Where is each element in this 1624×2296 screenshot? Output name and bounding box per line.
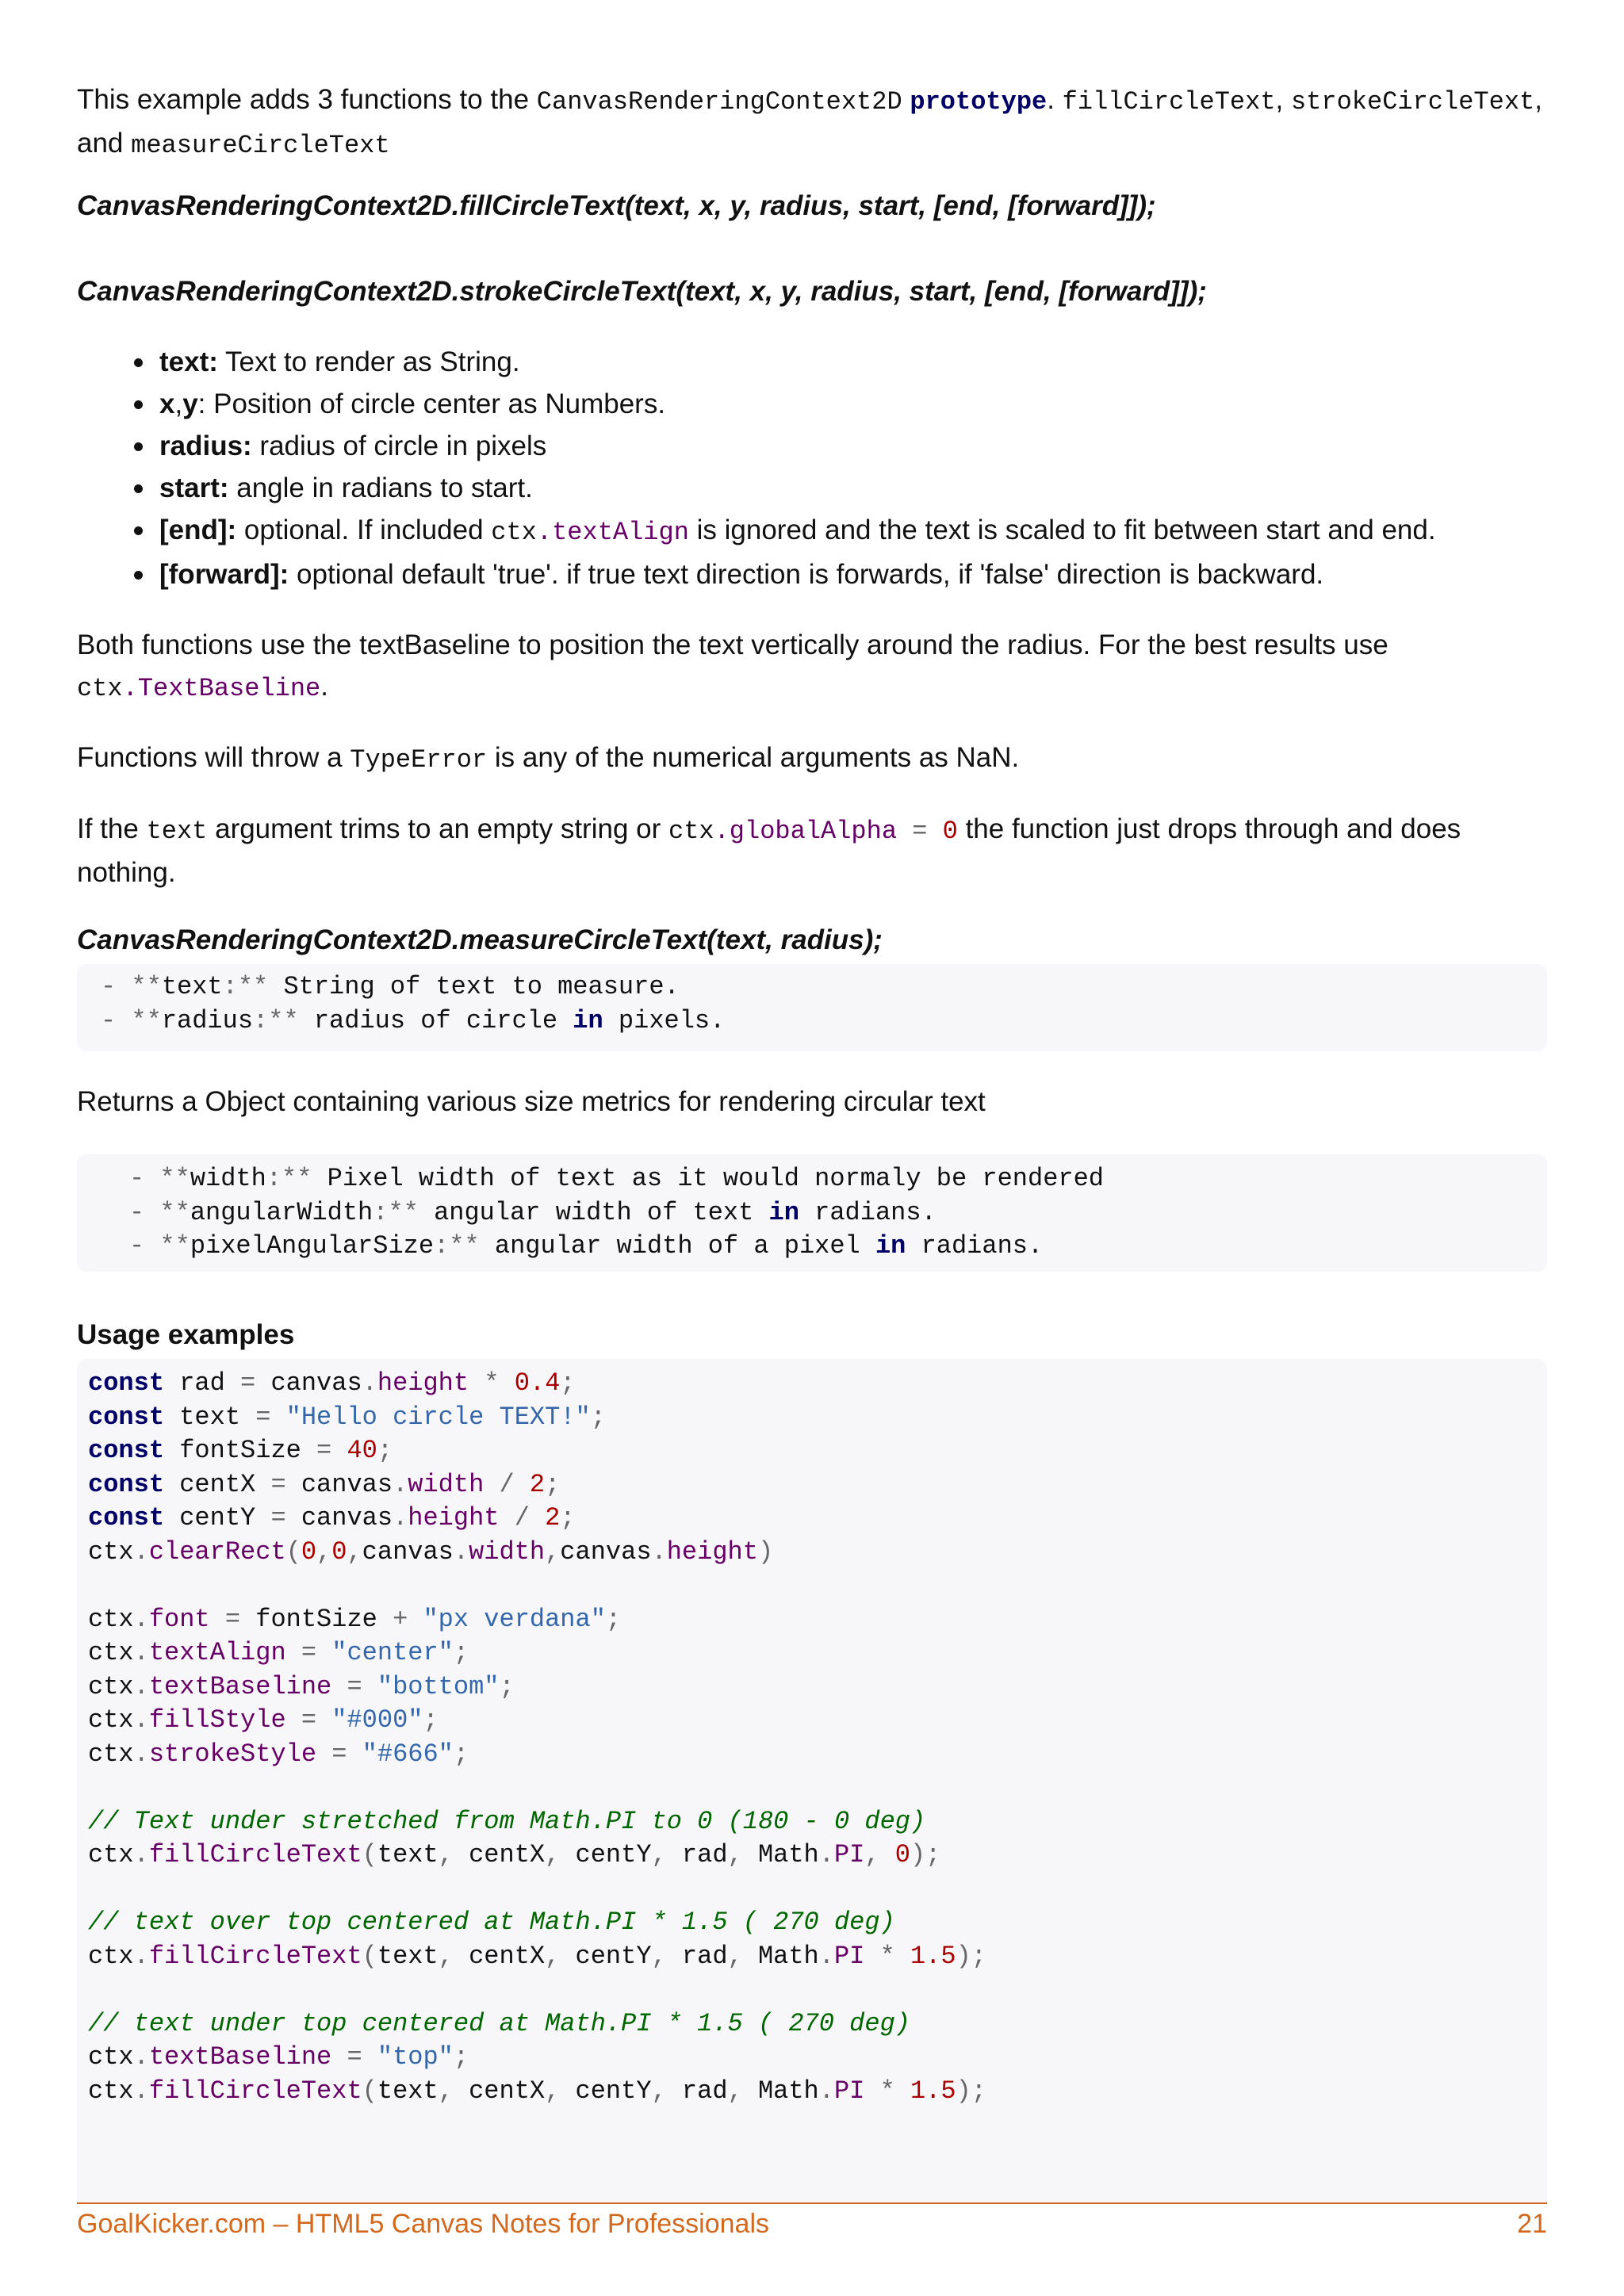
intro-code: strokeCircleText — [1290, 87, 1535, 117]
param-code: ctx.textAlign — [491, 518, 689, 547]
param-item — [159, 425, 1436, 467]
param-name: radius: — [159, 430, 252, 461]
param-item — [159, 341, 1436, 383]
intro-code-keyword: prototype — [910, 87, 1048, 117]
param-desc: Text to render as String. — [217, 346, 520, 377]
param-name: y — [182, 388, 198, 419]
text-code: text — [146, 817, 208, 846]
param-item — [159, 553, 1436, 595]
param-desc: : Position of circle center as Numbers. — [197, 388, 666, 419]
intro-text: and — [77, 128, 132, 159]
param-item — [159, 467, 1436, 509]
usage-heading: Usage examples — [77, 1319, 295, 1350]
intro-code: fillCircleText — [1062, 87, 1276, 117]
intro-text: . — [1047, 84, 1063, 115]
measure-signature: CanvasRenderingContext2D.measureCircleText(text, radius); — [77, 924, 883, 955]
param-desc: optional. If included — [236, 515, 492, 545]
both-code: ctx.TextBaseline — [77, 674, 321, 703]
param-name: text: — [159, 346, 218, 377]
param-name: [forward]: — [159, 559, 289, 590]
returns-code: - **width:** Pixel width of text as it would normaly be rendered - **angularWidth:** angular width of text in radians. - **pixelAngularSize:** angular width of a pixel in radians. — [77, 1154, 1547, 1272]
param-name: x — [159, 388, 175, 419]
param-desc: optional default 'true'. if true text direction is forwards, if 'false' direction is backward. — [289, 559, 1324, 590]
footer-source: GoalKicker.com – HTML5 Canvas Notes for Professionals — [77, 2209, 770, 2239]
param-desc: radius of circle in pixels — [251, 430, 547, 461]
throws-paragraph: Functions will throw a TypeError is any of the numerical arguments as NaN. — [77, 742, 1020, 775]
intro-code: CanvasRenderingContext2D — [536, 87, 902, 117]
param-desc: angle in radians to start. — [228, 473, 533, 503]
both-paragraph: Both functions use the textBaseline to position the text vertically around the radius. For the best results use ctx.TextBaseline. — [77, 629, 1388, 703]
usage-code: const rad = canvas.height * 0.4; const text = "Hello circle TEXT!"; const fontSize = 40; const centX = canvas.width / 2; const centY = canvas.height / 2; ctx.clearRect(0,0,canvas.width,canvas.height) ctx.font = fontSize + "px verdana"; ctx.textAlign = "center"; ctx.textBaseline = "bottom"; ctx.fillStyle = "#000"; ctx.strokeStyle = "#666"; // Text under stretched from Math.PI to 0 (180 - 0 deg) ctx.fillCircleText(text, centX, centY, rad, Math.PI, 0); // text over top centered at Math.PI * 1.5 ( 270 deg) ctx.fillCircleText(text, centX, centY, rad, Math.PI * 1.5); // text under top centered at Math.PI * 1.5 ( 270 deg) ctx.textBaseline = "top"; ctx.fillCircleText(text, centX, centY, rad, Math.PI * 1.5); — [77, 1359, 1547, 2202]
fill-signature: CanvasRenderingContext2D.fillCircleText(text, x, y, radius, start, [end, [forward]]); — [77, 190, 1156, 221]
intro-code: measureCircleText — [131, 131, 390, 160]
returns-text: Returns a Object containing various size metrics for rendering circular text — [77, 1086, 986, 1117]
intro-paragraph — [77, 79, 1547, 166]
measure-params-code: - **text:** String of text to measure. - **radius:** radius of circle in pixels. — [77, 964, 1547, 1051]
globalalpha-code: ctx.globalAlpha = 0 — [668, 817, 958, 846]
param-item — [159, 383, 1436, 425]
footer-rule — [77, 2202, 1547, 2204]
both-text: Both functions use the textBaseline to position the text vertically around the radius. For the best results use — [77, 629, 1388, 660]
intro-text: , — [1275, 84, 1291, 115]
stroke-signature: CanvasRenderingContext2D.strokeCircleText(text, x, y, radius, start, [end, [forward]]); — [77, 276, 1207, 307]
param-sep: , — [174, 388, 183, 419]
intro-text: This example adds 3 functions to the — [77, 84, 537, 115]
page-number: 21 — [1517, 2209, 1547, 2239]
empty-paragraph: If the text argument trims to an empty string or ctx.globalAlpha = 0 the function just drops through and does nothing. — [77, 813, 1461, 888]
typeerror-code: TypeError — [350, 745, 488, 775]
param-name: start: — [159, 473, 229, 503]
param-name: [end]: — [159, 515, 237, 545]
intro-text: , — [1534, 84, 1542, 115]
param-desc: is ignored and the text is scaled to fit between start and end. — [688, 515, 1436, 545]
parameter-list — [159, 341, 1436, 595]
param-item — [159, 509, 1436, 553]
